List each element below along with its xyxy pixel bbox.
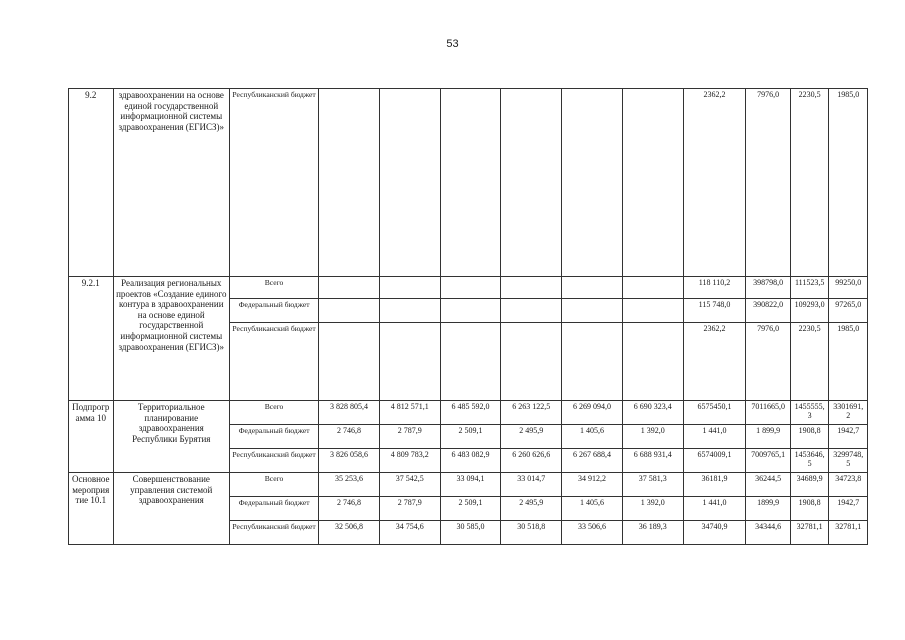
value-cell [562,299,623,323]
value-cell: 2 509,1 [440,497,501,521]
value-cell: 6 688 931,4 [622,449,683,473]
value-cell: 2 746,8 [319,425,380,449]
value-cell [562,323,623,401]
funding-source: Республиканский бюджет [230,449,319,473]
value-cell: 1453646,5 [790,449,828,473]
value-cell: 32 506,8 [319,521,380,545]
value-cell: 2 495,9 [501,497,562,521]
value-cell: 33 094,1 [440,473,501,497]
value-cell: 3301691,2 [829,401,868,425]
value-cell [440,323,501,401]
row-name: Реализация региональных проектов «Создание единого контура в здравоохранении на основе единой государственной информационной системы здравоохранения (ЕГИСЗ)» [113,277,229,401]
table-row [69,401,868,425]
value-cell: 1 405,6 [562,425,623,449]
value-cell: 3 828 805,4 [319,401,380,425]
row-code: 9.2.1 [69,277,114,401]
value-cell: 2230,5 [790,89,828,277]
value-cell: 4 812 571,1 [379,401,440,425]
value-cell [622,323,683,401]
value-cell: 97265,0 [829,299,868,323]
value-cell: 1 392,0 [622,425,683,449]
value-cell [440,89,501,277]
row-code: 9.2 [69,89,114,277]
budget-table-body [69,89,868,545]
value-cell [562,89,623,277]
value-cell: 34740,9 [683,521,746,545]
value-cell: 4 809 783,2 [379,449,440,473]
value-cell: 1455555,3 [790,401,828,425]
row-name: здравоохранении на основе единой государственной информационной системы здравоохранения (ЕГИСЗ)» [113,89,229,277]
value-cell: 6 483 082,9 [440,449,501,473]
funding-source: Федеральный бюджет [230,299,319,323]
value-cell: 7009765,1 [746,449,791,473]
value-cell [319,323,380,401]
table-row [69,277,868,299]
value-cell: 34344,6 [746,521,791,545]
value-cell: 115 748,0 [683,299,746,323]
value-cell: 6 690 323,4 [622,401,683,425]
value-cell: 6 260 626,6 [501,449,562,473]
value-cell: 1942,7 [829,425,868,449]
value-cell [622,89,683,277]
funding-source: Всего [230,473,319,497]
value-cell: 1899,9 [746,497,791,521]
funding-source: Всего [230,277,319,299]
funding-source: Республиканский бюджет [230,89,319,277]
value-cell: 1985,0 [829,323,868,401]
table-row [69,473,868,497]
value-cell: 6 263 122,5 [501,401,562,425]
funding-source: Федеральный бюджет [230,425,319,449]
value-cell: 7011665,0 [746,401,791,425]
value-cell [440,277,501,299]
funding-source: Всего [230,401,319,425]
value-cell: 30 518,8 [501,521,562,545]
budget-table [68,88,868,545]
value-cell: 37 542,5 [379,473,440,497]
value-cell: 1 899,9 [746,425,791,449]
value-cell: 99250,0 [829,277,868,299]
row-code: Подпрограмма 10 [69,401,114,473]
value-cell: 6574009,1 [683,449,746,473]
value-cell: 111523,5 [790,277,828,299]
value-cell: 2362,2 [683,89,746,277]
value-cell: 34689,9 [790,473,828,497]
page-number: 53 [446,38,459,50]
value-cell: 2 746,8 [319,497,380,521]
value-cell: 2 787,9 [379,425,440,449]
value-cell: 398798,0 [746,277,791,299]
value-cell: 1 392,0 [622,497,683,521]
value-cell: 2 787,9 [379,497,440,521]
value-cell [319,277,380,299]
row-name: Совершенствование управления системой здравоохранения [113,473,229,545]
value-cell: 109293,0 [790,299,828,323]
value-cell: 2 495,9 [501,425,562,449]
row-code: Основное мероприятие 10.1 [69,473,114,545]
value-cell: 36244,5 [746,473,791,497]
value-cell: 390822,0 [746,299,791,323]
value-cell: 3 826 058,6 [319,449,380,473]
value-cell: 1 441,0 [683,425,746,449]
value-cell: 32781,1 [790,521,828,545]
value-cell: 2362,2 [683,323,746,401]
value-cell: 1908,8 [790,497,828,521]
value-cell: 36 189,3 [622,521,683,545]
value-cell: 1 405,6 [562,497,623,521]
funding-source: Республиканский бюджет [230,323,319,401]
value-cell: 1 441,0 [683,497,746,521]
value-cell: 32781,1 [829,521,868,545]
value-cell [440,299,501,323]
value-cell [501,299,562,323]
value-cell: 6 269 094,0 [562,401,623,425]
value-cell [501,89,562,277]
value-cell [501,277,562,299]
value-cell: 6 267 688,4 [562,449,623,473]
value-cell: 30 585,0 [440,521,501,545]
table-row [69,89,868,277]
value-cell: 33 014,7 [501,473,562,497]
value-cell: 3299748,5 [829,449,868,473]
value-cell: 34 912,2 [562,473,623,497]
value-cell [622,277,683,299]
value-cell: 118 110,2 [683,277,746,299]
value-cell [379,277,440,299]
row-name: Территориальное планирование здравоохранения Республики Бурятия [113,401,229,473]
value-cell: 35 253,6 [319,473,380,497]
funding-source: Республиканский бюджет [230,521,319,545]
value-cell: 6575450,1 [683,401,746,425]
value-cell [319,89,380,277]
value-cell: 1908,8 [790,425,828,449]
value-cell: 33 506,6 [562,521,623,545]
value-cell: 7976,0 [746,323,791,401]
value-cell: 6 485 592,0 [440,401,501,425]
value-cell [622,299,683,323]
value-cell: 1985,0 [829,89,868,277]
value-cell: 7976,0 [746,89,791,277]
value-cell: 34 754,6 [379,521,440,545]
value-cell [379,299,440,323]
value-cell: 2 509,1 [440,425,501,449]
value-cell: 37 581,3 [622,473,683,497]
value-cell [379,89,440,277]
value-cell: 1942,7 [829,497,868,521]
value-cell [562,277,623,299]
value-cell: 34723,8 [829,473,868,497]
value-cell: 2230,5 [790,323,828,401]
value-cell: 36181,9 [683,473,746,497]
funding-source: Федеральный бюджет [230,497,319,521]
value-cell [319,299,380,323]
value-cell [379,323,440,401]
value-cell [501,323,562,401]
